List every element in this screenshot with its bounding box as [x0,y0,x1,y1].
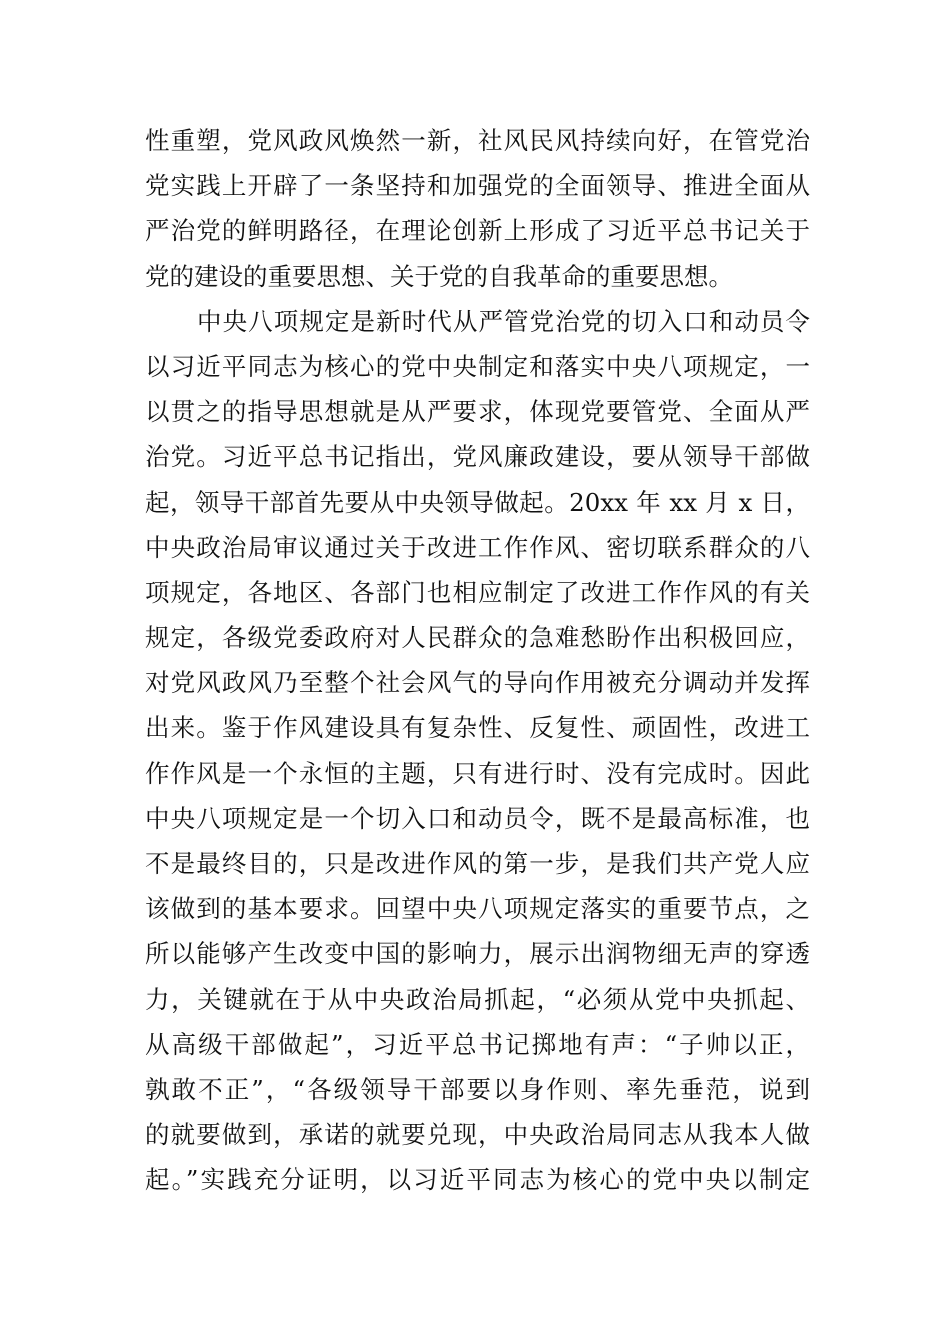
text-line: 起，领导干部首先要从中央领导做起。20xx 年 xx 月 x 日， [145,487,810,517]
text-line: 规定，各级党委政府对人民群众的急难愁盼作出积极回应， [145,623,810,653]
text-line: 力，关键就在于从中央政治局抓起，“必须从党中央抓起、 [145,984,810,1014]
body-text [145,118,810,1203]
text-line: 项规定，各地区、各部门也相应制定了改进工作作风的有关 [145,577,810,607]
text-line: 的就要做到，承诺的就要兑现，中央政治局同志从我本人做 [145,1120,810,1150]
text-line: 该做到的基本要求。回望中央八项规定落实的重要节点，之 [145,894,810,924]
text-line: 从高级干部做起”，习近平总书记掷地有声：“子帅以正， [145,1029,810,1059]
text-line: 孰敢不正”，“各级领导干部要以身作则、率先垂范，说到 [145,1074,810,1104]
text-line: 严治党的鲜明路径，在理论创新上形成了习近平总书记关于 [145,216,810,246]
text-line: 性重塑，党风政风焕然一新，社风民风持续向好，在管党治 [145,126,810,155]
text-line: 出来。鉴于作风建设具有复杂性、反复性、顽固性，改进工 [145,713,810,743]
text-line: 以习近平同志为核心的党中央制定和落实中央八项规定，一 [145,351,810,381]
text-line: 党实践上开辟了一条坚持和加强党的全面领导、推进全面从 [145,171,810,201]
text-line: 党的建设的重要思想、关于党的自我革命的重要思想。 [145,261,733,291]
paragraph-first-line: 中央八项规定是新时代从严管党治党的切入口和动员令 [197,306,810,336]
text-line: 对党风政风乃至整个社会风气的导向作用被充分调动并发挥 [145,668,810,698]
text-line: 所以能够产生改变中国的影响力，展示出润物细无声的穿透 [145,939,810,969]
text-line: 起。”实践充分证明，以习近平同志为核心的党中央以制定 [145,1165,810,1195]
text-line: 治党。习近平总书记指出，党风廉政建设，要从领导干部做 [145,442,810,472]
text-line: 中央八项规定是一个切入口和动员令，既不是最高标准，也 [145,803,810,833]
text-line: 中央政治局审议通过关于改进工作作风、密切联系群众的八 [145,532,810,562]
text-line: 作作风是一个永恒的主题，只有进行时、没有完成时。因此 [145,758,810,788]
text-line: 以贯之的指导思想就是从严要求，体现党要管党、全面从严 [145,397,810,427]
text-line: 不是最终目的，只是改进作风的第一步，是我们共产党人应 [145,849,810,878]
